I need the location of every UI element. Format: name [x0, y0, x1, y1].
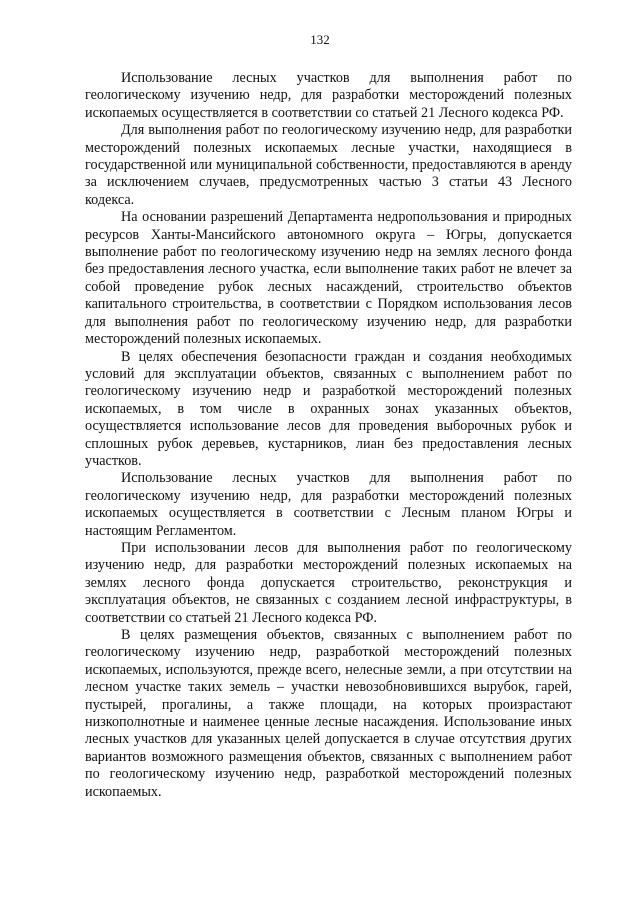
paragraph: В целях размещения объектов, связанных с выполнением работ по геологическому изучению недр, разработкой месторождений полезных ископаемых, используются, прежде всего, нелесные земли, а при отсутствии на лесном участке таких земель – участки невозобновившихся вырубок, гарей, пустырей, прогалины, а также площади, на которых произрастают низкополнотные и наименее ценные лесные насаждения. Использование иных лесных участков для указанных целей допускается в случае отсутствия других вариантов возможного размещения объектов, связанных с выполнением работ по геологическому изучению недр, разработкой месторождений полезных ископаемых. — [85, 627, 572, 800]
paragraph: В целях обеспечения безопасности граждан и создания необходимых условий для эксплуатации объектов, связанных с выполнением работ по геологическому изучению недр и разработкой месторождений полезных ископаемых, в том числе в охранных зонах указанных объектов, осуществляется использование лесов для проведения выборочных рубок и сплошных рубок деревьев, кустарников, лиан без предоставления лесных участков. — [85, 348, 572, 469]
paragraph: Использование лесных участков для выполнения работ по геологическому изучению недр, для разработки месторождений полезных ископаемых осуществляется в соответствии с Лесным планом Югры и настоящим Регламентом. — [85, 470, 572, 539]
page-number: 132 — [310, 32, 330, 47]
paragraph: На основании разрешений Департамента недропользования и природных ресурсов Ханты-Мансийского автономного округа – Югры, допускается выполнение работ по геологическому изучению недр на землях лесного фонда без предоставления лесного участка, если выполнение таких работ не влечет за собой проведение рубок лесных насаждений, строительство объектов капитального строительства, в соответствии с Порядком использования лесов для выполнения работ по геологическому изучению недр, для разработки месторождений полезных ископаемых. — [85, 209, 572, 348]
paragraph: При использовании лесов для выполнения работ по геологическому изучению недр, для разработки месторождений полезных ископаемых на землях лесного фонда допускается строительство, реконструкция и эксплуатация объектов, не связанных с созданием лесной инфраструктуры, в соответствии со статьей 21 Лесного кодекса РФ. — [85, 539, 572, 626]
paragraph: Для выполнения работ по геологическому изучению недр, для разработки месторождений полезных ископаемых лесные участки, находящиеся в государственной или муниципальной собственности, предоставляются в аренду за исключением случаев, предусмотренных частью 3 статьи 43 Лесного кодекса. — [85, 122, 572, 208]
document-body — [85, 70, 572, 801]
paragraph: Использование лесных участков для выполнения работ по геологическому изучению недр, для разработки месторождений полезных ископаемых осуществляется в соответствии со статьей 21 Лесного кодекса РФ. — [85, 70, 572, 121]
